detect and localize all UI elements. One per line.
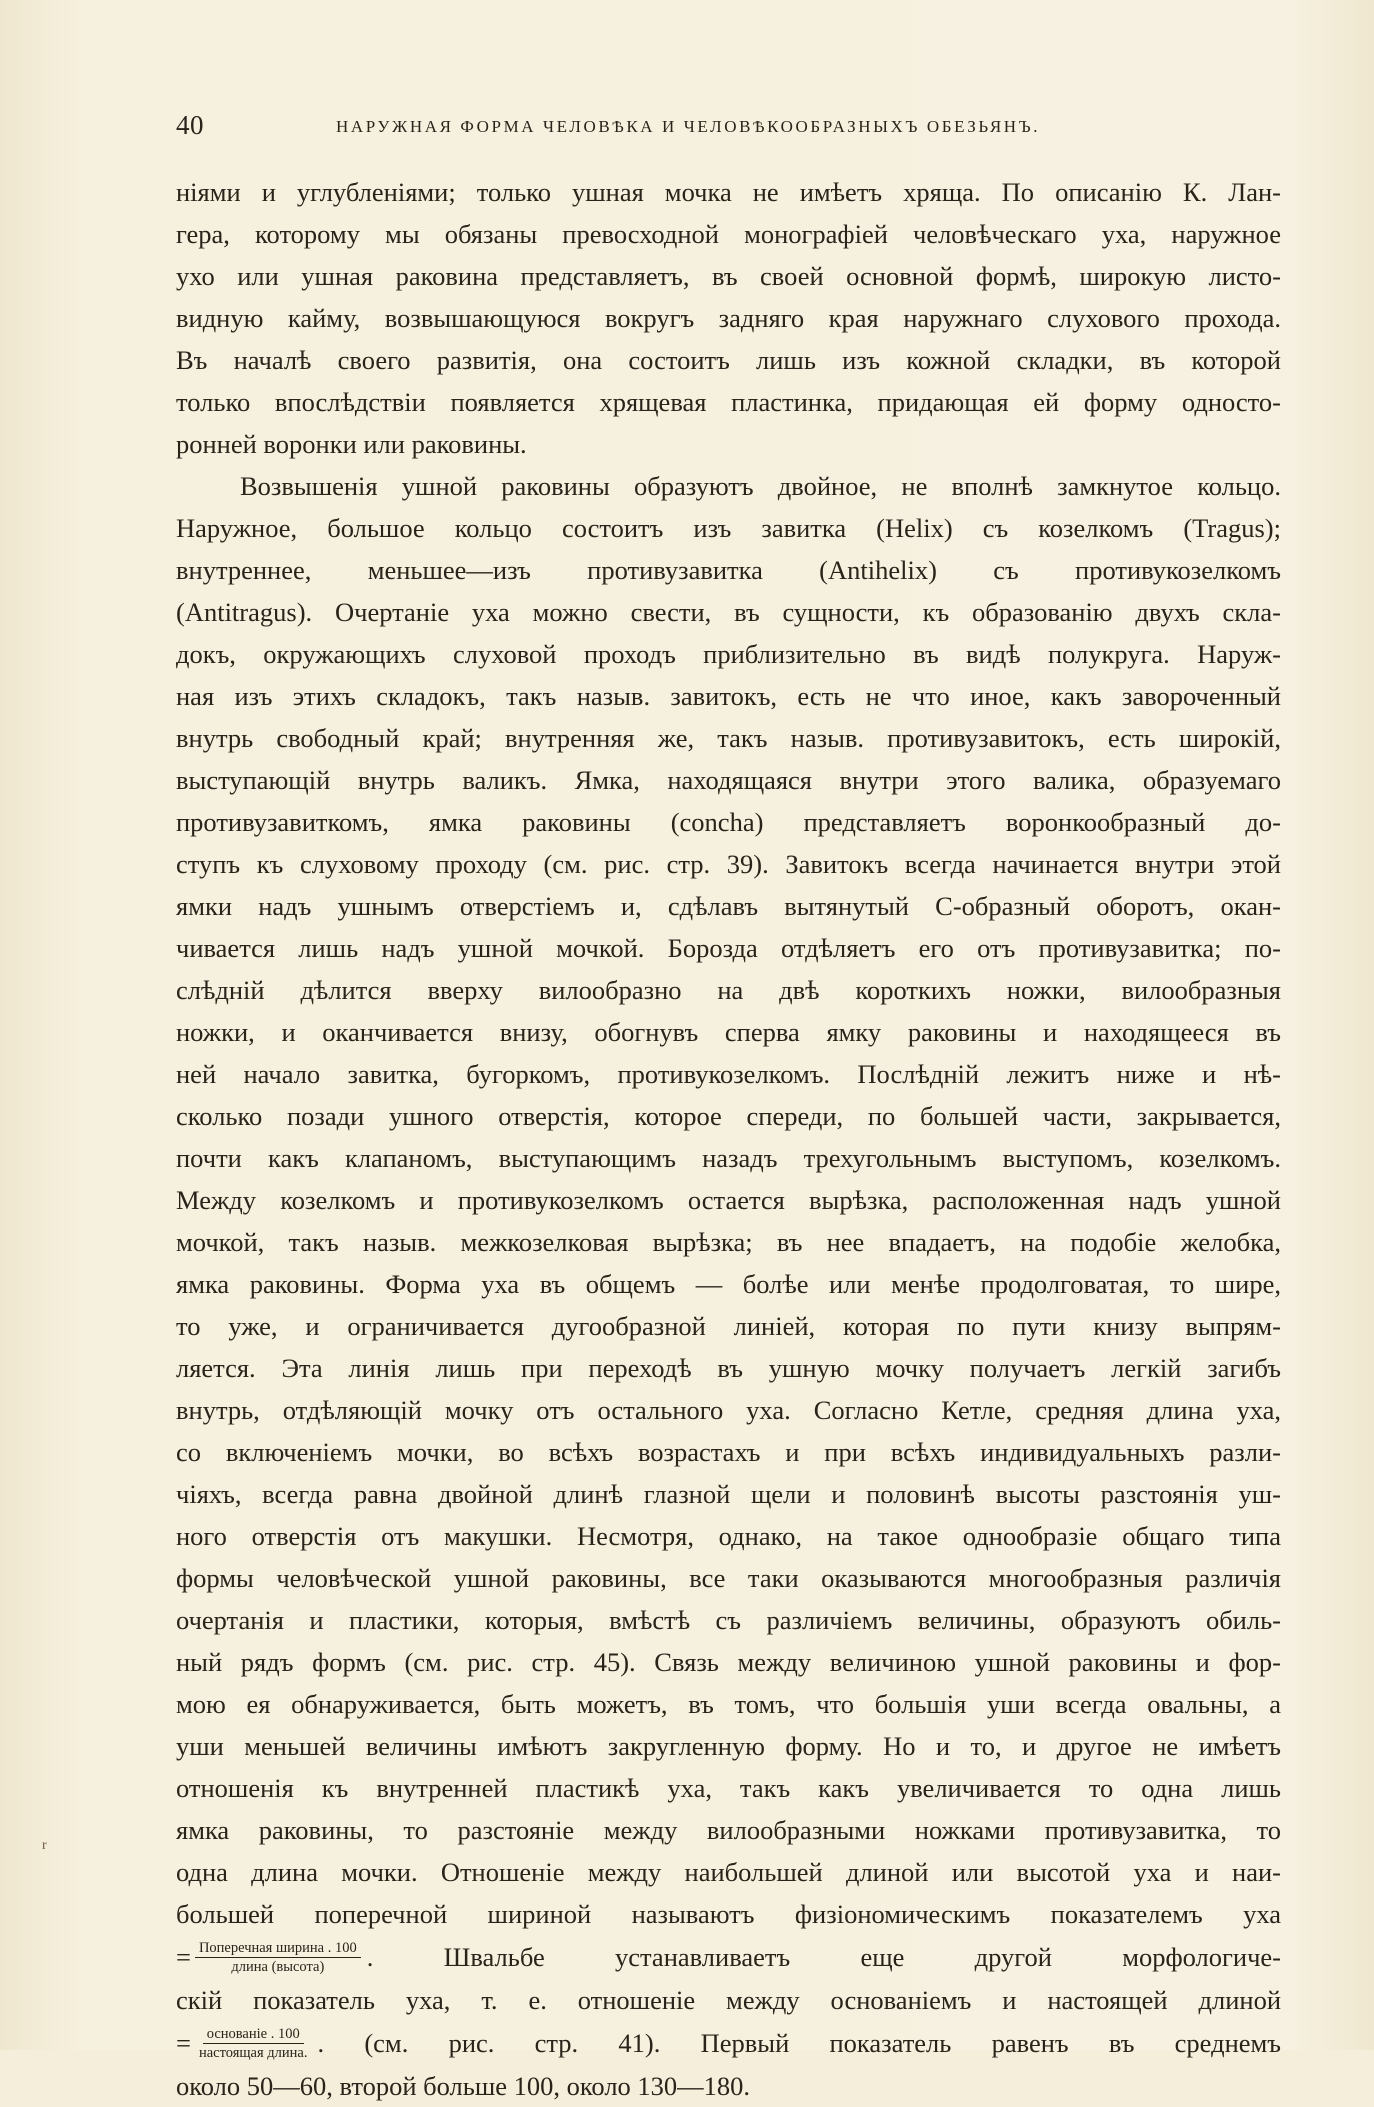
- text-line: внутрь свободный край; внутренняя же, такъ назыв. противузавитокъ, есть широкій,: [176, 723, 1281, 753]
- text-line: внутреннее, меньшее—изъ противузавитка (Antihelix) съ противукозелкомъ: [176, 555, 1281, 585]
- text-line: противузавиткомъ, ямка раковины (concha) представляетъ воронкообразный до-: [176, 807, 1281, 837]
- text-line: Возвышенія ушной раковины образуютъ двойное, не вполнѣ замкнутое кольцо.: [240, 471, 1281, 501]
- text-line: то уже, и ограничивается дугообразной линіей, которая по пути книзу выпрям-: [176, 1311, 1281, 1341]
- text-line: уши меньшей величины имѣютъ закругленную форму. Но и то, и другое не имѣетъ: [176, 1731, 1281, 1761]
- text-line: очертанія и пластики, которыя, вмѣстѣ съ различіемъ величины, образуютъ обиль-: [176, 1605, 1281, 1635]
- text-line: чивается лишь надъ ушной мочкой. Борозда отдѣляетъ его отъ противузавитка; по-: [176, 933, 1281, 963]
- fraction-morph-index: [195, 2026, 312, 2061]
- text-line: гера, которому мы обязаны превосходной монографіей человѣческаго уха, наружное: [176, 219, 1281, 249]
- text-line: ступъ къ слуховому проходу (см. рис. стр. 39). Завитокъ всегда начинается внутри этой: [176, 849, 1281, 879]
- text-line: одна длина мочки. Отношеніе между наибольшей длиной или высотой уха и наи-: [176, 1857, 1281, 1887]
- formula-trailing-text: . (см. рис. стр. 41). Первый показатель равенъ въ среднемъ: [317, 2028, 1281, 2058]
- text-line: мою ея обнаруживается, быть можетъ, въ томъ, что большія уши всегда овальны, а: [176, 1689, 1281, 1719]
- text-line: Между козелкомъ и противукозелкомъ остается вырѣзка, расположенная надъ ушной: [176, 1185, 1281, 1215]
- text-line: чіяхъ, всегда равна двойной длинѣ глазной щели и половинѣ высоты разстоянія уш-: [176, 1479, 1281, 1509]
- formula-line-ear-index: [176, 1935, 1281, 1979]
- text-line: (Antitragus). Очертаніе уха можно свести, въ сущности, къ образованію двухъ скла-: [176, 597, 1281, 627]
- text-line: ный рядъ формъ (см. рис. стр. 45). Связь между величиною ушной раковины и фор-: [176, 1647, 1281, 1677]
- text-line: около 50—60, второй больше 100, около 130—180.: [176, 2071, 751, 2101]
- running-title: НАРУЖНАЯ ФОРМА ЧЕЛОВѢКА И ЧЕЛОВѢКООБРАЗНЫХЪ ОБЕЗЬЯНЪ.: [336, 117, 1041, 136]
- text-line: ножки, и оканчивается внизу, обогнувъ сперва ямку раковины и находящееся въ: [176, 1017, 1281, 1047]
- text-line: внутрь, отдѣляющій мочку отъ остального уха. Согласно Кетле, средняя длина уха,: [176, 1395, 1281, 1425]
- margin-mark: r: [42, 1838, 47, 1853]
- fraction-ear-index: [195, 1940, 361, 1975]
- text-line: ямка раковины. Форма уха въ общемъ — болѣе или менѣе продолговатая, то шире,: [176, 1269, 1281, 1299]
- text-line: почти какъ клапаномъ, выступающимъ назадъ трехугольнымъ выступомъ, козелкомъ.: [176, 1143, 1281, 1173]
- text-line: ямки надъ ушнымъ отверстіемъ и, сдѣлавъ вытянутый С-образный оборотъ, окан-: [176, 891, 1281, 921]
- text-line: только впослѣдствіи появляется хрящевая пластинка, придающая ей форму односто-: [176, 387, 1281, 417]
- text-line: ухо или ушная раковина представляетъ, въ своей основной формѣ, широкую листо-: [176, 261, 1281, 291]
- text-line: слѣдній дѣлится вверху вилообразно на двѣ короткихъ ножки, вилообразныя: [176, 975, 1281, 1005]
- text-line: ная изъ этихъ складокъ, такъ назыв. завитокъ, есть не что иное, какъ завороченный: [176, 681, 1281, 711]
- text-line: большей поперечной шириной называютъ физіономическимъ показателемъ уха: [176, 1899, 1281, 1929]
- page-header: [176, 110, 1281, 146]
- text-line: ляется. Эта линія лишь при переходѣ въ ушную мочку получаетъ легкій загибъ: [176, 1353, 1281, 1383]
- text-line: со включеніемъ мочки, во всѣхъ возрастахъ и при всѣхъ индивидуальныхъ разли-: [176, 1437, 1281, 1467]
- fraction-denominator: настоящая длина.: [198, 2044, 308, 2061]
- fraction-numerator: Поперечная ширина . 100: [195, 1940, 361, 1958]
- fraction-denominator: длина (высота): [231, 1958, 325, 1975]
- text-line: ронней воронки или раковины.: [176, 429, 527, 459]
- text-line: Наружное, большое кольцо состоитъ изъ завитка (Helix) съ козелкомъ (Tragus);: [176, 513, 1281, 543]
- text-line: ного отверстія отъ макушки. Несмотря, однако, на такое однообразіе общаго типа: [176, 1521, 1281, 1551]
- body-text: [176, 171, 1281, 2107]
- page-number: 40: [176, 110, 204, 140]
- text-line: выступающій внутрь валикъ. Ямка, находящаяся внутри этого валика, образуемаго: [176, 765, 1281, 795]
- text-line: ямка раковины, то разстояніе между вилообразными ножками противузавитка, то: [176, 1815, 1281, 1845]
- text-line: отношенія къ внутренней пластикѣ уха, такъ какъ увеличивается то одна лишь: [176, 1773, 1281, 1803]
- text-line: видную кайму, возвышающуюся вокругъ задняго края наружнаго слухового прохода.: [176, 303, 1281, 333]
- text-line: скій показатель уха, т. е. отношеніе между основаніемъ и настоящей длиной: [176, 1985, 1281, 2015]
- text-line: Въ началѣ своего развитія, она состоитъ лишь изъ кожной складки, въ которой: [176, 345, 1281, 375]
- equals-sign: =: [176, 2028, 191, 2058]
- text-line: ніями и углубленіями; только ушная мочка не имѣетъ хряща. По описанію К. Лан-: [176, 177, 1281, 207]
- text-line: формы человѣческой ушной раковины, все таки оказываются многообразныя различія: [176, 1563, 1281, 1593]
- equals-sign: =: [176, 1942, 191, 1972]
- fraction-numerator: основаніе . 100: [203, 2026, 304, 2044]
- formula-line-morph-index: [176, 2021, 1281, 2065]
- text-line: докъ, окружающихъ слуховой проходъ приблизительно въ видѣ полукруга. Наруж-: [176, 639, 1281, 669]
- text-line: ней начало завитка, бугоркомъ, противукозелкомъ. Послѣдній лежитъ ниже и нѣ-: [176, 1059, 1281, 1089]
- text-line: сколько позади ушного отверстія, которое спереди, по большей части, закрывается,: [176, 1101, 1281, 1131]
- text-line: мочкой, такъ назыв. межкозелковая вырѣзка; въ нее впадаетъ, на подобіе желобка,: [176, 1227, 1281, 1257]
- formula-trailing-text: . Швальбе устанавливаетъ еще другой морфологиче-: [366, 1942, 1281, 1972]
